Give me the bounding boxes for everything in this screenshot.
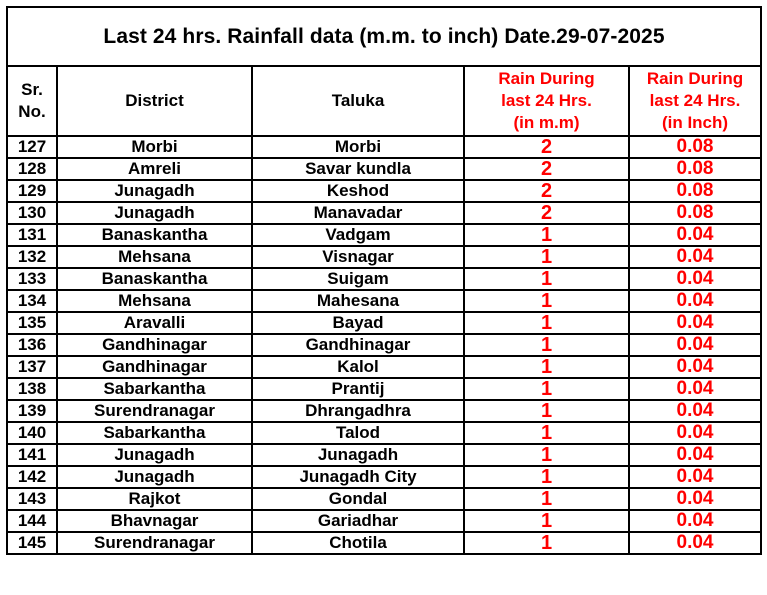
cell-taluka: Gandhinagar: [252, 334, 464, 356]
table-row: [7, 290, 761, 312]
rainfall-report: [6, 6, 760, 555]
cell-district: Banaskantha: [57, 268, 252, 290]
table-row: [7, 466, 761, 488]
cell-rain-mm: 2: [464, 180, 629, 202]
cell-rain-inch: 0.04: [629, 488, 761, 510]
table-row: [7, 356, 761, 378]
cell-taluka: Dhrangadhra: [252, 400, 464, 422]
table-row: [7, 180, 761, 202]
cell-sr-no: 144: [7, 510, 57, 532]
cell-rain-inch: 0.04: [629, 444, 761, 466]
cell-district: Junagadh: [57, 180, 252, 202]
cell-district: Amreli: [57, 158, 252, 180]
cell-rain-inch: 0.04: [629, 334, 761, 356]
cell-sr-no: 130: [7, 202, 57, 224]
cell-taluka: Bayad: [252, 312, 464, 334]
cell-taluka: Keshod: [252, 180, 464, 202]
cell-rain-mm: 1: [464, 466, 629, 488]
cell-sr-no: 145: [7, 532, 57, 554]
cell-rain-inch: 0.04: [629, 378, 761, 400]
cell-sr-no: 133: [7, 268, 57, 290]
table-row: [7, 136, 761, 158]
cell-rain-inch: 0.04: [629, 224, 761, 246]
cell-sr-no: 142: [7, 466, 57, 488]
cell-district: Aravalli: [57, 312, 252, 334]
table-row: [7, 400, 761, 422]
cell-district: Banaskantha: [57, 224, 252, 246]
cell-rain-mm: 1: [464, 312, 629, 334]
rainfall-table: [6, 6, 762, 555]
header-sr-no: [7, 66, 57, 136]
cell-taluka: Prantij: [252, 378, 464, 400]
cell-district: Gandhinagar: [57, 356, 252, 378]
cell-taluka: Kalol: [252, 356, 464, 378]
cell-rain-inch: 0.04: [629, 356, 761, 378]
cell-taluka: Gariadhar: [252, 510, 464, 532]
header-rain-inch: [629, 66, 761, 136]
cell-rain-inch: 0.08: [629, 180, 761, 202]
header-sr-line2: No.: [18, 102, 46, 121]
cell-rain-inch: 0.04: [629, 510, 761, 532]
cell-sr-no: 127: [7, 136, 57, 158]
cell-rain-mm: 1: [464, 444, 629, 466]
cell-rain-inch: 0.04: [629, 290, 761, 312]
cell-rain-mm: 1: [464, 488, 629, 510]
table-row: [7, 224, 761, 246]
cell-taluka: Visnagar: [252, 246, 464, 268]
table-row: [7, 532, 761, 554]
cell-taluka: Junagadh City: [252, 466, 464, 488]
cell-rain-mm: 1: [464, 422, 629, 444]
cell-rain-mm: 1: [464, 290, 629, 312]
table-row: [7, 488, 761, 510]
cell-district: Rajkot: [57, 488, 252, 510]
cell-district: Sabarkantha: [57, 378, 252, 400]
cell-rain-mm: 1: [464, 378, 629, 400]
cell-taluka: Vadgam: [252, 224, 464, 246]
cell-district: Mehsana: [57, 290, 252, 312]
table-title: Last 24 hrs. Rainfall data (m.m. to inch) Date.29-07-2025: [7, 7, 761, 66]
cell-taluka: Chotila: [252, 532, 464, 554]
cell-district: Surendranagar: [57, 532, 252, 554]
cell-district: Sabarkantha: [57, 422, 252, 444]
cell-rain-inch: 0.04: [629, 246, 761, 268]
cell-sr-no: 140: [7, 422, 57, 444]
cell-taluka: Suigam: [252, 268, 464, 290]
table-row: [7, 422, 761, 444]
cell-rain-mm: 1: [464, 532, 629, 554]
cell-rain-mm: 1: [464, 334, 629, 356]
table-row: [7, 444, 761, 466]
table-body: [7, 136, 761, 554]
cell-sr-no: 138: [7, 378, 57, 400]
header-rain-mm-line2: last 24 Hrs.: [501, 91, 592, 110]
header-row: [7, 66, 761, 136]
header-taluka: Taluka: [252, 66, 464, 136]
cell-rain-inch: 0.04: [629, 532, 761, 554]
cell-sr-no: 137: [7, 356, 57, 378]
cell-rain-mm: 1: [464, 356, 629, 378]
cell-rain-inch: 0.04: [629, 400, 761, 422]
header-rain-inch-line1: Rain During: [646, 69, 744, 88]
cell-rain-inch: 0.04: [629, 466, 761, 488]
cell-rain-inch: 0.08: [629, 202, 761, 224]
cell-taluka: Morbi: [252, 136, 464, 158]
table-row: [7, 268, 761, 290]
cell-sr-no: 128: [7, 158, 57, 180]
cell-sr-no: 136: [7, 334, 57, 356]
cell-district: Bhavnagar: [57, 510, 252, 532]
cell-rain-mm: 1: [464, 224, 629, 246]
cell-taluka: Manavadar: [252, 202, 464, 224]
table-row: [7, 246, 761, 268]
header-rain-inch-line2: last 24 Hrs.: [649, 91, 741, 110]
cell-district: Morbi: [57, 136, 252, 158]
cell-district: Gandhinagar: [57, 334, 252, 356]
cell-rain-mm: 1: [464, 400, 629, 422]
cell-district: Mehsana: [57, 246, 252, 268]
cell-taluka: Talod: [252, 422, 464, 444]
cell-rain-mm: 1: [464, 246, 629, 268]
header-rain-mm-line1: Rain During: [498, 69, 595, 88]
header-rain-mm: [464, 66, 629, 136]
header-district: District: [57, 66, 252, 136]
cell-district: Junagadh: [57, 444, 252, 466]
cell-rain-inch: 0.08: [629, 158, 761, 180]
cell-rain-inch: 0.08: [629, 136, 761, 158]
cell-taluka: Savar kundla: [252, 158, 464, 180]
cell-sr-no: 139: [7, 400, 57, 422]
table-row: [7, 334, 761, 356]
cell-rain-inch: 0.04: [629, 422, 761, 444]
cell-sr-no: 134: [7, 290, 57, 312]
cell-sr-no: 131: [7, 224, 57, 246]
table-row: [7, 158, 761, 180]
table-row: [7, 510, 761, 532]
cell-rain-mm: 2: [464, 158, 629, 180]
cell-district: Surendranagar: [57, 400, 252, 422]
cell-district: Junagadh: [57, 466, 252, 488]
header-rain-mm-line3: (in m.m): [513, 113, 580, 132]
cell-rain-mm: 2: [464, 202, 629, 224]
header-rain-inch-line3: (in Inch): [661, 113, 729, 132]
cell-taluka: Gondal: [252, 488, 464, 510]
cell-rain-inch: 0.04: [629, 268, 761, 290]
table-row: [7, 202, 761, 224]
cell-taluka: Mahesana: [252, 290, 464, 312]
cell-sr-no: 135: [7, 312, 57, 334]
cell-sr-no: 132: [7, 246, 57, 268]
cell-taluka: Junagadh: [252, 444, 464, 466]
cell-sr-no: 129: [7, 180, 57, 202]
cell-rain-mm: 2: [464, 136, 629, 158]
cell-sr-no: 141: [7, 444, 57, 466]
table-row: [7, 312, 761, 334]
cell-sr-no: 143: [7, 488, 57, 510]
cell-district: Junagadh: [57, 202, 252, 224]
cell-rain-mm: 1: [464, 268, 629, 290]
table-row: [7, 378, 761, 400]
cell-rain-inch: 0.04: [629, 312, 761, 334]
header-sr-line1: Sr.: [21, 80, 43, 99]
cell-rain-mm: 1: [464, 510, 629, 532]
